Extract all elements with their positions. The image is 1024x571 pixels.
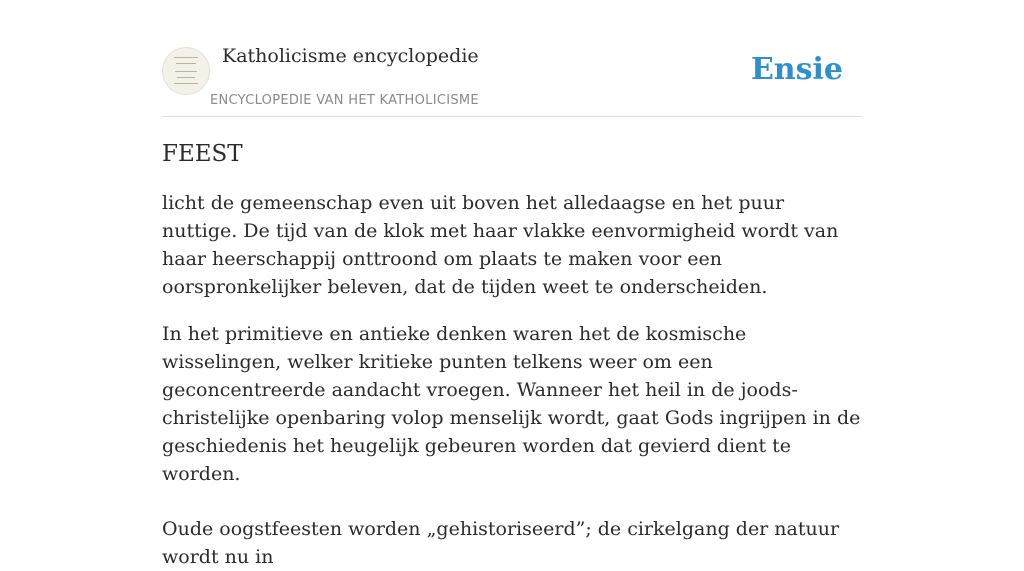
page-container xyxy=(162,0,862,571)
article-paragraph: In het primitieve en antieke denken waren het de kosmische wisselingen, welker kritieke punten telkens weer om een geconcentreerde aandacht vroegen. Wanneer het heil in de joods-christelijke openbaring volop menselijk wordt, gaat Gods ingrijpen in de geschiedenis het heugelijk gebeuren worden dat gevierd dient te worden. xyxy=(162,323,861,485)
source-subtitle: ENCYCLOPEDIE VAN HET KATHOLICISME xyxy=(210,93,479,108)
source-title[interactable]: Katholicisme encyclopedie xyxy=(222,45,479,67)
book-cover-thumbnail[interactable] xyxy=(162,47,210,95)
article-title: FEEST xyxy=(162,141,243,167)
source-header xyxy=(162,0,862,117)
article-paragraph: Oude oogstfeesten worden „gehistoriseerd”; de cirkelgang der natuur wordt nu in xyxy=(162,518,840,568)
ensie-logo[interactable]: Ensie xyxy=(750,52,843,87)
article-paragraph: licht de gemeenschap even uit boven het alledaagse en het puur nuttige. De tijd van de klok met haar vlakke eenvormigheid wordt van haar heerschappij onttroond om plaats te maken voor een oorspronkelijker beleven, dat de tijden weet te onderscheiden. xyxy=(162,192,839,298)
